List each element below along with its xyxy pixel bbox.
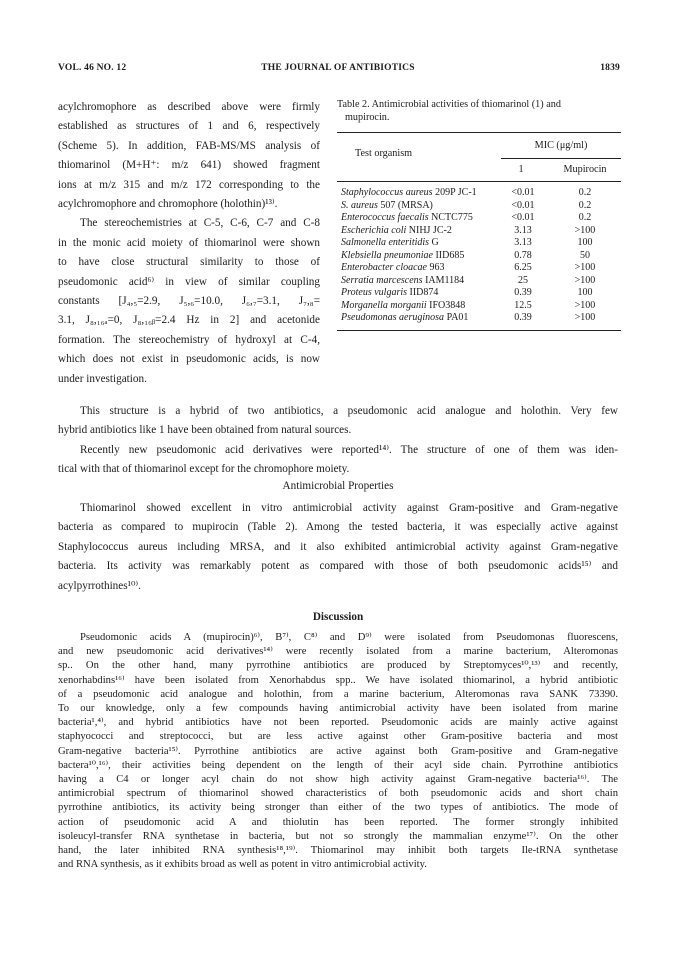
organism-cell bbox=[341, 237, 439, 250]
text-line: established as structures of 1 and 6, respectively bbox=[58, 120, 320, 133]
mic-mupirocin: 50 bbox=[580, 249, 590, 261]
species-name: Klebsiella pneumoniae bbox=[341, 249, 433, 261]
mic-compound-1: 3.13 bbox=[514, 237, 532, 248]
text-line: acylpyrrothines¹⁰⁾. bbox=[58, 579, 141, 592]
strain-name: IAM1184 bbox=[422, 274, 465, 286]
strain-name: G bbox=[429, 237, 439, 248]
text-line: pyrrothine antibiotics, its activity being stronger than either of the two types of antibiotics. The mode of bbox=[58, 802, 618, 814]
strain-name: IID685 bbox=[432, 249, 465, 261]
species-name: S. aureus bbox=[341, 199, 378, 211]
organism-cell bbox=[341, 200, 433, 213]
mic-table bbox=[337, 99, 621, 331]
discussion-title: Discussion bbox=[312, 611, 364, 623]
table-row bbox=[337, 212, 621, 225]
mic-compound-1: 25 bbox=[518, 274, 528, 286]
text-line: Recently new pseudomonic acid derivatives were reported¹⁴⁾. The structure of one of them was iden- bbox=[80, 443, 618, 456]
table-header bbox=[337, 133, 621, 181]
text-line: bactera¹⁰,¹⁶⁾, their activities being dependent on the length of their acyl side chain. Pyrrothine antibiotics bbox=[58, 759, 618, 771]
text-line: of a pseudomonic acid analogue and holothin, from a marine bacterium, Alteromonas rava SANK 73390. bbox=[58, 688, 618, 700]
mic-mupirocin: >100 bbox=[574, 274, 596, 286]
text-line: acylchromophore and chromophore (holothin)¹³⁾. bbox=[58, 198, 278, 211]
text-line: tical with that of thiomarinol except for the chromophore moiety. bbox=[58, 463, 350, 476]
header-sub-rule bbox=[501, 158, 621, 159]
mic-mupirocin: >100 bbox=[574, 312, 596, 323]
strain-name: IFO3848 bbox=[426, 299, 466, 311]
journal-title: THE JOURNAL OF ANTIBIOTICS bbox=[261, 63, 415, 73]
organism-cell bbox=[341, 187, 477, 200]
species-name: Enterococcus faecalis bbox=[341, 212, 429, 223]
strain-name: 507 (MRSA) bbox=[377, 199, 433, 211]
species-name: Serratia marcescens bbox=[341, 274, 423, 286]
mic-compound-1: 0.39 bbox=[514, 287, 532, 298]
table-row bbox=[337, 262, 621, 275]
text-line: bacteria as compared to mupirocin (Table 2). Among the tested bacteria, it was especially active against bbox=[58, 521, 618, 534]
table-row bbox=[337, 300, 621, 313]
text-line: and new pseudomonic acid derivatives¹⁴⁾ were recently isolated from a marine bacterium, Alteromonas bbox=[58, 646, 618, 658]
mic-compound-1: <0.01 bbox=[511, 212, 535, 223]
text-line: staphyococci and streptococci, but are less active against other Gram-positive bacteria and most bbox=[58, 731, 618, 743]
text-line: in the monic acid moiety of thiomarinol were shown bbox=[58, 236, 320, 249]
volume-number: VOL. 46 NO. 12 bbox=[58, 63, 127, 73]
organism-cell bbox=[341, 275, 464, 288]
text-line: sp.. On the other hand, many pyrrothine antibiotics are produced by Streptomyces¹⁰,¹³⁾ and recently, bbox=[58, 660, 618, 672]
species-name: Pseudomonas aeruginosa bbox=[341, 312, 445, 323]
text-line: 3.1, J₈,₁₆ₐ=0, J₈,₁₆ᵦ=2.4 Hz in 2] and acetonide bbox=[58, 314, 320, 327]
mic-compound-1: 0.78 bbox=[514, 249, 532, 261]
text-line: xenorhabdins¹⁶⁾ have been isolated from Xenorhabdus spp.. We have isolated thiomarinol, a hybrid antibiotic bbox=[58, 674, 618, 686]
mic-compound-1: 3.13 bbox=[514, 224, 532, 236]
organism-cell bbox=[341, 250, 464, 263]
strain-name: 963 bbox=[427, 262, 445, 273]
table-row bbox=[337, 250, 621, 263]
strain-name: 209P JC-1 bbox=[432, 187, 477, 198]
text-line: acylchromophore as described above were firmly bbox=[58, 101, 320, 113]
strain-name: NIHJ JC-2 bbox=[406, 224, 452, 236]
strain-name: PA01 bbox=[444, 312, 469, 323]
strain-name: NCTC775 bbox=[428, 212, 473, 223]
left-column-text bbox=[58, 98, 320, 389]
mic-compound-1: 6.25 bbox=[514, 262, 532, 273]
text-line: bacteria. Its activity was remarkably potent as compared with those of both pseudomonic acids¹⁵⁾ and bbox=[58, 560, 618, 573]
table-row bbox=[337, 187, 621, 200]
text-line: antimicrobial spectrum of thiomarinol showed characteristics of both pseudomonic acids and short chain bbox=[58, 788, 618, 800]
table-row bbox=[337, 225, 621, 238]
species-name: Escherichia coli bbox=[341, 224, 407, 236]
text-line: To our knowledge, only a few compounds having antimicrobial activity have been isolated from marine bbox=[58, 703, 618, 715]
text-line: pseudomonic acid⁶⁾ in view of similar coupling bbox=[58, 275, 320, 288]
species-name: Salmonella enteritidis bbox=[341, 237, 430, 248]
text-line: thiomarinol (M+H⁺: m/z 641) showed fragment bbox=[58, 159, 320, 172]
mic-compound-1: 12.5 bbox=[514, 299, 532, 311]
text-line: ions at m/z 315 and m/z 172 corresponding to the bbox=[58, 178, 320, 191]
discussion-paragraph bbox=[58, 631, 618, 872]
text-line: formation. The stereochemistry of hydroxyl at C-4, bbox=[58, 333, 320, 346]
species-name: Proteus vulgaris bbox=[341, 287, 408, 298]
text-line: (Scheme 5). In addition, FAB-MS/MS analysis of bbox=[58, 139, 320, 152]
table-caption-line: Table 2. Antimicrobial activities of thiomarinol (1) and bbox=[337, 99, 561, 110]
organism-cell bbox=[341, 287, 438, 300]
mic-mupirocin: 100 bbox=[577, 287, 593, 298]
mic-mupirocin: 100 bbox=[577, 237, 593, 248]
table-caption bbox=[337, 99, 621, 124]
text-line: Gram-negative bacteria¹⁵⁾. Pyrrothine antibiotics are active against both Gram-positive and Gram-negative bbox=[58, 745, 618, 757]
table-row bbox=[337, 200, 621, 213]
strain-name: IID874 bbox=[407, 287, 439, 298]
species-name: Staphylococcus aureus bbox=[341, 187, 433, 198]
mic-mupirocin: 0.2 bbox=[578, 212, 592, 223]
text-line: and RNA synthesis, as it exhibits broad as well as potent in vitro antimicrobial activity. bbox=[58, 859, 427, 871]
organism-cell bbox=[341, 225, 452, 238]
organism-cell bbox=[341, 262, 445, 275]
mic-mupirocin: 0.2 bbox=[578, 187, 592, 198]
text-line: under investigation. bbox=[58, 372, 147, 385]
mic-mupirocin: >100 bbox=[574, 262, 596, 273]
text-line: bacteria¹,⁴⁾, and hybrid antibiotics have not been reported. Pseudomonic acids are mainly active against bbox=[58, 717, 618, 729]
table-body bbox=[337, 182, 621, 330]
text-line: to have close structural similarity to those of bbox=[58, 256, 320, 269]
text-line: Pseudomonic acids A (mupirocin)⁶⁾, B⁷⁾, C⁸⁾ and D⁹⁾ were isolated from Pseudomonas fluorescens, bbox=[80, 632, 618, 643]
text-line: This structure is a hybrid of two antibiotics, a pseudomonic acid analogue and holothin. Very few bbox=[80, 405, 618, 417]
mic-mupirocin: 0.2 bbox=[578, 199, 592, 211]
text-line: action of pseudomonic acid A and thiolutin has been reported. The former strongly inhibited bbox=[58, 816, 618, 828]
mic-compound-1: <0.01 bbox=[511, 199, 535, 211]
organism-cell bbox=[341, 300, 465, 313]
table-row bbox=[337, 275, 621, 288]
text-line: Staphylococcus aureus including MRSA, and it also exhibited antimicrobial activity against Gram-negative bbox=[58, 540, 618, 553]
header-mupirocin: Mupirocin bbox=[563, 164, 607, 175]
table-row bbox=[337, 287, 621, 300]
species-name: Enterobacter cloacae bbox=[341, 262, 427, 273]
text-line: constants [J₄,₅=2.9, J₅,₆=10.0, J₆,₇=3.1, J₇,₈= bbox=[58, 295, 320, 308]
text-line: The stereochemistries at C-5, C-6, C-7 and C-8 bbox=[80, 217, 320, 230]
header-mic: MIC (μg/ml) bbox=[534, 140, 588, 151]
text-line: having a C4 or longer acyl chain do not show high activity against Gram-negative bacteria¹⁶⁾. The bbox=[58, 774, 618, 786]
text-line: hand, the later inhibited RNA synthesis¹⁸,¹⁹⁾. Thiomarinol may inhibit both targets Ile-tRNA synthetase bbox=[58, 845, 618, 857]
table-caption-line: mupirocin. bbox=[345, 111, 390, 123]
species-name: Morganella morganii bbox=[341, 299, 427, 311]
antimicrobial-paragraph bbox=[58, 499, 618, 596]
header-compound-1: 1 bbox=[518, 164, 524, 175]
mic-compound-1: <0.01 bbox=[511, 187, 535, 198]
text-line: hybrid antibiotics like 1 have been obtained from natural sources. bbox=[58, 424, 352, 437]
organism-cell bbox=[341, 312, 468, 325]
antimicrobial-section-title: Antimicrobial Properties bbox=[282, 480, 394, 492]
mic-mupirocin: >100 bbox=[574, 299, 596, 311]
mic-compound-1: 0.39 bbox=[514, 312, 532, 323]
text-line: Thiomarinol showed excellent in vitro antimicrobial activity against Gram-positive and Gram-negative bbox=[80, 502, 618, 514]
table-row bbox=[337, 312, 621, 325]
table-row bbox=[337, 237, 621, 250]
hybrid-paragraph bbox=[58, 402, 618, 480]
mic-mupirocin: >100 bbox=[574, 224, 596, 236]
text-line: which does not exist in pseudomonic acids, is now bbox=[58, 353, 320, 366]
header-test-organism: Test organism bbox=[355, 148, 413, 159]
text-line: isoleucyl-transfer RNA synthetase in bacteria, but not so strongly the mammalian enzyme¹⁷⁾. On the other bbox=[58, 830, 618, 842]
table-bottom-rule bbox=[337, 330, 621, 331]
organism-cell bbox=[341, 212, 473, 225]
page-number: 1839 bbox=[600, 63, 620, 73]
